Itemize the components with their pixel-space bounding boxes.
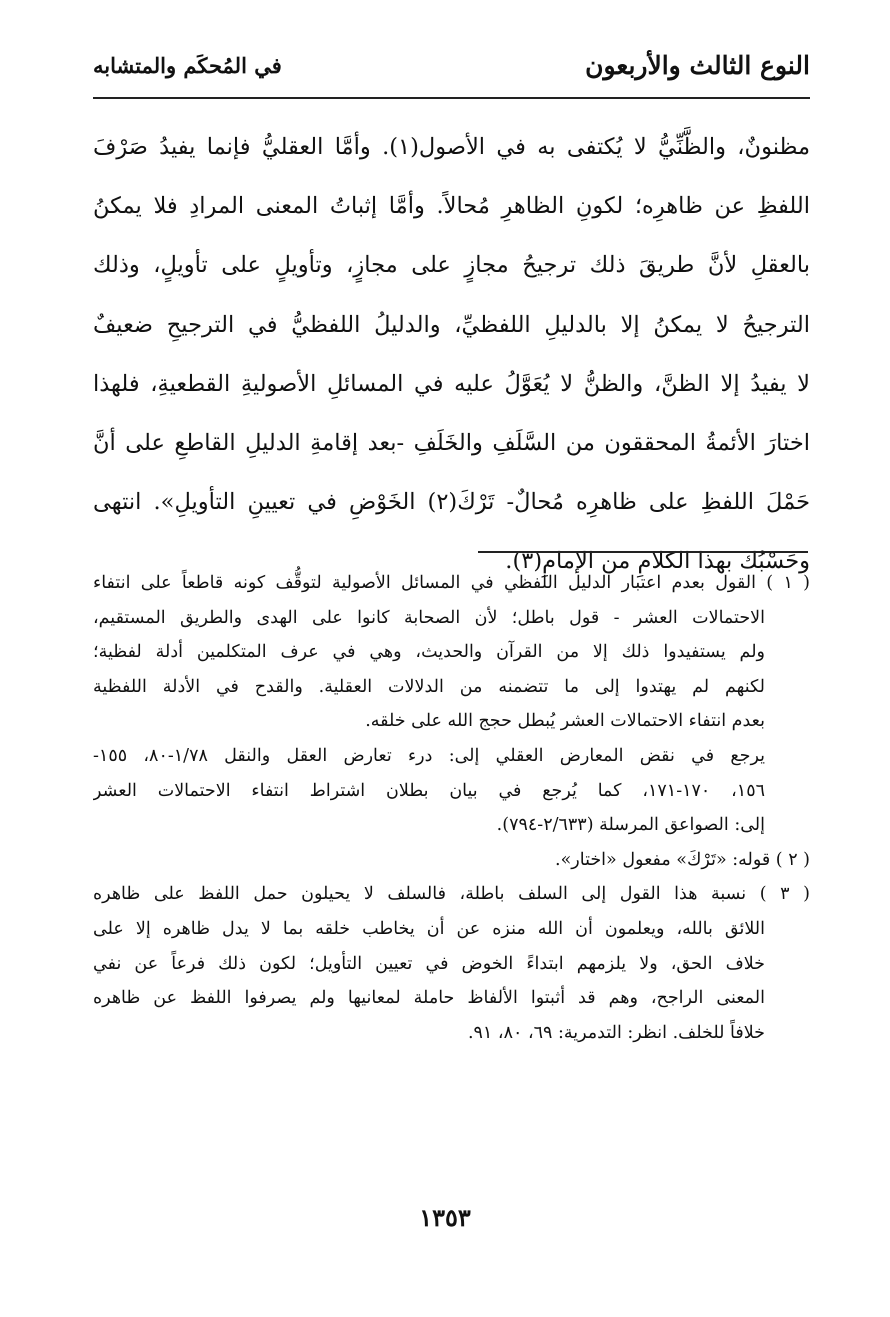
footnote-line: ( ١ ) القول بعدم اعتبار الدليل اللفظي في المسائل الأصولية لتوقُّف كونه قاطعاً على انتفاء	[93, 573, 810, 593]
section-title: في المُحكَم والمتشابه	[93, 52, 282, 78]
text-line: الترجيحُ لا يمكنُ إلا بالدليلِ اللفظيِّ، والدليلُ اللفظيُّ في الترجيحِ ضعيفٌ	[93, 311, 810, 338]
footnote-line: ( ٣ ) نسبة هذا القول إلى السلف باطلة، فالسلف لا يحيلون حمل اللفظ على ظاهره	[93, 884, 810, 905]
footnote-line: يرجع في نقض المعارض العقلي إلى: درء تعارض العقل والنقل ١/٧٨-٨٠، ١٥٥-	[93, 745, 766, 766]
text-line: لا يفيدُ إلا الظنَّ، والظنُّ لا يُعَوَّلُ عليه في المسائلِ الأصوليةِ القطعيةِ، فلهذا	[93, 370, 810, 397]
text-line: حَمْلَ اللفظِ على ظاهرِه مُحالٌ- تَرْكَ(٢) الخَوْضِ في تعيينِ التأويلِ». انتهى	[93, 489, 810, 516]
header-divider	[93, 97, 810, 99]
footnote-divider	[478, 551, 808, 553]
footnote-line: الاحتمالات العشر - قول باطل؛ لأن الصحابة كانوا على الهدى والطريق المستقيم،	[93, 607, 765, 628]
main-text	[93, 118, 810, 592]
page-number: ١٣٥٣	[419, 1203, 471, 1232]
footnote-line: لكنهم لم يهتدوا إلى ما تتضمنه من الدلالات العقلية. والقدح في الأدلة اللفظية	[93, 676, 765, 697]
footnote-line: خلافاً للخلف. انظر: التدمرية: ٦٩، ٨٠، ٩١.	[467, 1022, 765, 1043]
footnote-line: المعنى الراجح، وهم قد أثبتوا الألفاظ حاملة لمعانيها ولم يصرفوا اللفظ عن ظاهره	[93, 988, 765, 1009]
text-line: اختارَ الأئمةُ المحققون من السَّلَفِ والخَلَفِ -بعد إقامةِ الدليلِ القاطعِ على أنَّ	[93, 429, 810, 456]
footnote-line: اللائق بالله، ويعلمون أن الله منزه عن أن يخاطب خلقه بما لا يدل ظاهره إلا على	[93, 918, 765, 939]
footnote-line: ( ٢ ) قوله: «تَرْكَ» مفعول «اختار».	[555, 849, 810, 870]
footnote-line: ولم يستفيدوا ذلك إلا من القرآن والحديث، وهي في عرف المتكلمين أدلة لفظية؛	[93, 642, 765, 663]
running-header	[93, 40, 810, 90]
text-line: بالعقلِ لأنَّ طريقَ ذلك ترجيحُ مجازٍ على مجازٍ، وتأويلٍ على تأويلٍ، وذلك	[93, 252, 810, 279]
footnotes	[93, 566, 810, 1050]
text-line: اللفظِ عن ظاهرِه؛ لكونِ الظاهرِ مُحالاً. وأمَّا إثباتُ المعنى المرادِ فلا يمكنُ	[93, 193, 810, 220]
text-line: وحَسْبُك بهذا الكلامِ من الإمامِ(٣).	[505, 548, 810, 575]
footnote-line: إلى: الصواعق المرسلة (٢/٦٣٣-٧٩٤).	[496, 815, 765, 836]
footnote-line: بعدم انتفاء الاحتمالات العشر يُبطل حجج الله على خلقه.	[365, 711, 765, 732]
footnote-line: خلاف الحق، ولا يلزمهم ابتداءً الخوض في تعيين التأويل؛ لكون ذلك فرعاً عن نفي	[93, 953, 765, 974]
text-line: مظنونٌ، والظَّنِّيُّ لا يُكتفى به في الأصول(١). وأمَّا العقليُّ فإنما يفيدُ صَرْفَ	[93, 134, 810, 160]
chapter-title: النوع الثالث والأربعون	[585, 50, 810, 80]
footnote-line: ١٥٦، ١٧٠-١٧١، كما يُرجع في بيان بطلان اشتراط انتفاء الاحتمالات العشر	[93, 780, 765, 801]
